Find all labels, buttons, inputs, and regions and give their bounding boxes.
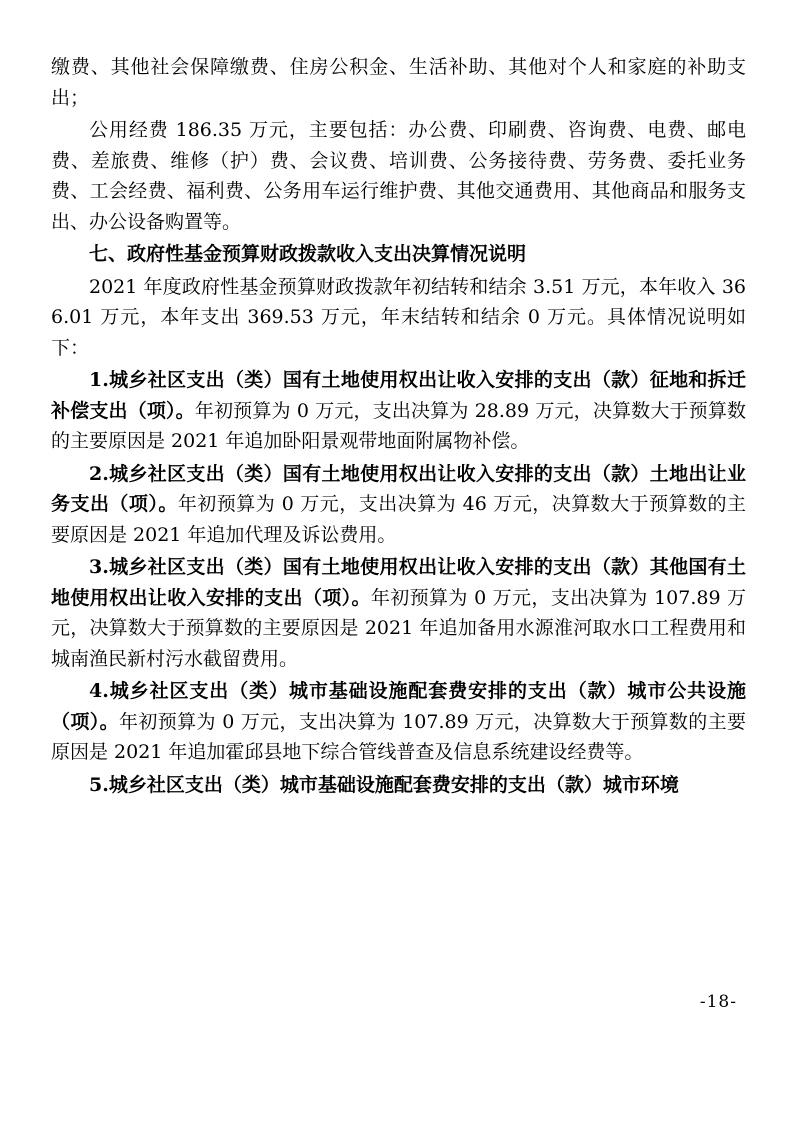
item-2: [51, 459, 746, 551]
item-1-title: 1.城乡社区支出（类）国有土地使用权出让收入安排的支出（款）征地和拆迁补偿支出（项）。: [51, 369, 746, 422]
item-3-body: 年初预算为 0 万元，支出决算为 107.89 万元，决算数大于预算数的主要原因是 2021 年追加备用水源淮河取水口工程费用和城南渔民新村污水截留费用。: [51, 586, 746, 670]
paragraph-fund-summary: 2021 年度政府性基金预算财政拨款年初结转和结余 3.51 万元，本年收入 366.01 万元，本年支出 369.53 万元，年末结转和结余 0 万元。具体情况说明如下：: [51, 275, 746, 359]
item-1: [51, 365, 746, 457]
item-4-title: 4.城乡社区支出（类）城市基础设施配套费安排的支出（款）城市公共设施（项）。: [51, 680, 746, 733]
paragraph-public-expenses: 公用经费 186.35 万元，主要包括：办公费、印刷费、咨询费、电费、邮电费、差旅费、维修（护）费、会议费、培训费、公务接待费、劳务费、委托业务费、工会经费、福利费、公务用车运行维护费、其他交通费用、其他商品和服务支出、办公设备购置等。: [51, 119, 746, 233]
item-5: [51, 770, 746, 801]
item-5-title: 5.城乡社区支出（类）城市基础设施配套费安排的支出（款）城市环境: [89, 773, 679, 796]
page-number: -18-: [699, 992, 737, 1012]
item-2-body: 年初预算为 0 万元，支出决算为 46 万元，决算数大于预算数的主要原因是 2021 年追加代理及诉讼费用。: [51, 493, 746, 546]
item-2-title: 2.城乡社区支出（类）国有土地使用权出让收入安排的支出（款）土地出让业务支出（项）。: [51, 462, 746, 515]
item-1-body: 年初预算为 0 万元，支出决算为 28.89 万元，决算数大于预算数的主要原因是 2021 年追加卧阳景观带地面附属物补偿。: [51, 399, 746, 452]
section-heading-7: 七、政府性基金预算财政拨款收入支出决算情况说明: [89, 243, 527, 265]
document-body: [51, 52, 746, 802]
paragraph-continuation: 缴费、其他社会保障缴费、住房公积金、生活补助、其他对个人和家庭的补助支出；: [51, 56, 746, 109]
item-4: [51, 676, 746, 768]
item-3: [51, 552, 746, 674]
item-4-body: 年初预算为 0 万元，支出决算为 107.89 万元，决算数大于预算数的主要原因是 2021 年追加霍邱县地下综合管线普查及信息系统建设经费等。: [51, 710, 746, 763]
item-3-title: 3.城乡社区支出（类）国有土地使用权出让收入安排的支出（款）其他国有土地使用权出让收入安排的支出（项）。: [51, 556, 746, 609]
